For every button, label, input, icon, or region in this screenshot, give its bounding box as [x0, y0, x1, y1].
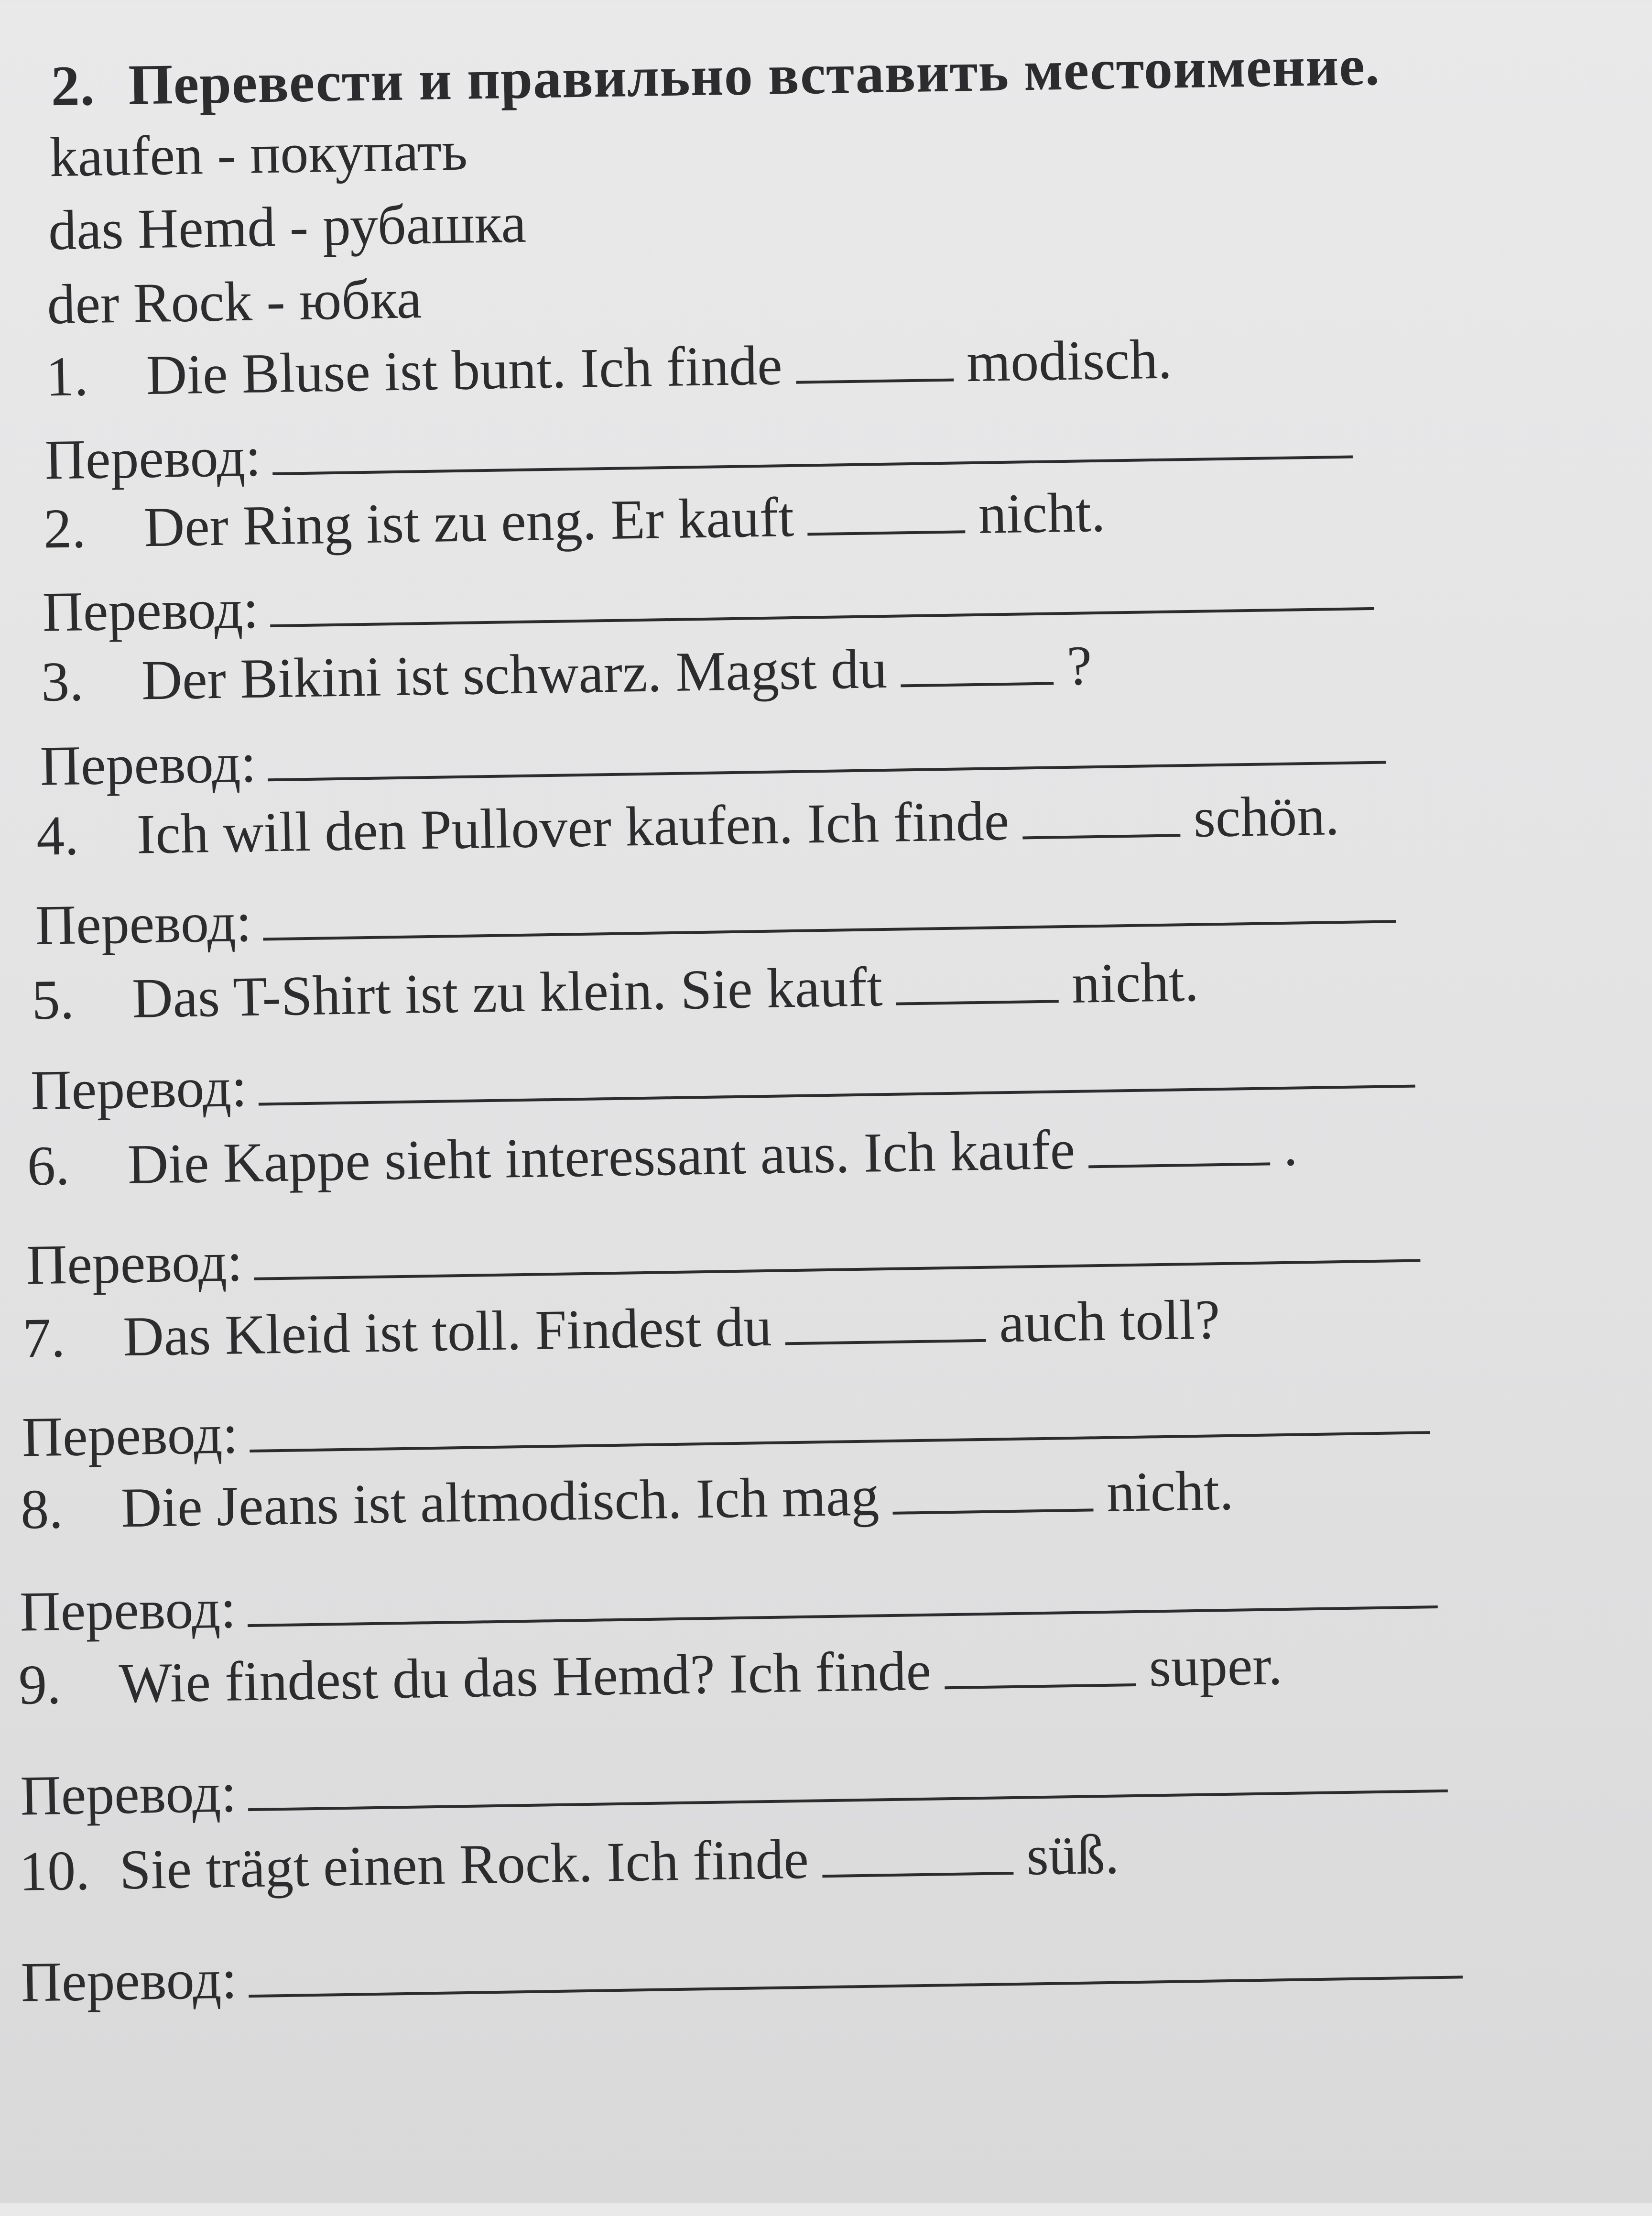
- sentence-end: .: [1282, 1114, 1298, 1178]
- translation-row: [40, 714, 1387, 795]
- item-number: 2.: [43, 497, 87, 560]
- item-number: 3.: [40, 650, 84, 713]
- exercise-sentence: [26, 1114, 1298, 1198]
- sentence-start: Das Kleid ist toll. Findest du: [122, 1295, 772, 1368]
- answer-blank[interactable]: [1088, 1116, 1271, 1168]
- translation-label: Перевод:: [20, 1761, 237, 1827]
- exercise-sentence: [40, 634, 1093, 713]
- sentence-start: Der Bikini ist schwarz. Magst du: [141, 637, 888, 712]
- answer-blank[interactable]: [807, 484, 966, 535]
- task-heading: [50, 33, 1380, 118]
- answer-blank[interactable]: [944, 1637, 1136, 1689]
- translation-row: [42, 560, 1375, 644]
- task-number: 2.: [50, 53, 96, 118]
- translation-row: [20, 1929, 1463, 2014]
- exercise-sentence: [45, 327, 1173, 408]
- translation-label: Перевод:: [21, 1402, 239, 1469]
- translation-blank[interactable]: [272, 409, 1353, 475]
- sentence-end: modisch.: [966, 327, 1173, 394]
- translation-row: [26, 1212, 1421, 1297]
- translation-blank[interactable]: [262, 873, 1396, 940]
- translation-row: [44, 409, 1353, 489]
- translation-row: [30, 1038, 1415, 1122]
- item-number: 7.: [22, 1306, 66, 1370]
- answer-blank[interactable]: [822, 1826, 1014, 1878]
- exercise-sentence: [19, 1823, 1120, 1903]
- sentence-start: Ich will den Pullover kaufen. Ich finde: [136, 789, 1010, 866]
- sentence-start: Die Jeans ist altmodisch. Ich mag: [120, 1464, 880, 1539]
- exercise-sentence: [36, 784, 1340, 867]
- translation-blank[interactable]: [267, 714, 1386, 782]
- translation-blank[interactable]: [248, 1929, 1463, 1998]
- translation-label: Перевод:: [39, 731, 257, 797]
- vocab-item: der Rock - юбка: [46, 267, 423, 336]
- translation-label: Перевод:: [44, 425, 261, 491]
- sentence-end: süß.: [1026, 1823, 1120, 1887]
- answer-blank[interactable]: [784, 1293, 986, 1345]
- answer-blank[interactable]: [1022, 788, 1181, 839]
- answer-blank[interactable]: [795, 333, 954, 384]
- translation-row: [34, 873, 1396, 957]
- vocab-item: kaufen - покупать: [49, 119, 468, 189]
- answer-blank[interactable]: [892, 1463, 1094, 1515]
- translation-label: Перевод:: [42, 577, 259, 644]
- exercise-sentence: [43, 480, 1106, 560]
- translation-blank[interactable]: [258, 1038, 1415, 1106]
- item-number: 10.: [19, 1839, 90, 1903]
- translation-label: Перевод:: [19, 1577, 237, 1643]
- exercise-sentence: [20, 1459, 1234, 1541]
- translation-blank[interactable]: [247, 1559, 1438, 1627]
- translation-row: [20, 1743, 1448, 1827]
- sentence-start: Das T-Shirt ist zu klein. Sie kauft: [131, 955, 883, 1030]
- sentence-start: Wie findest du das Hemd? Ich finde: [118, 1639, 932, 1715]
- translation-label: Перевод:: [20, 1947, 238, 2014]
- item-number: 9.: [18, 1653, 62, 1716]
- translation-blank[interactable]: [270, 560, 1374, 627]
- sentence-end: nicht.: [978, 480, 1106, 546]
- translation-label: Перевод:: [26, 1230, 243, 1297]
- sentence-end: nicht.: [1071, 950, 1199, 1015]
- sentence-start: Die Bluse ist bunt. Ich finde: [145, 334, 783, 407]
- item-number: 5.: [31, 968, 75, 1032]
- sentence-start: Die Kappe sieht interessant aus. Ich kaufe: [127, 1118, 1076, 1196]
- answer-blank[interactable]: [900, 636, 1054, 687]
- item-number: 1.: [45, 345, 89, 408]
- item-number: 6.: [26, 1134, 70, 1198]
- translation-label: Перевод:: [34, 890, 252, 957]
- translation-blank[interactable]: [249, 1384, 1430, 1452]
- sentence-end: super.: [1148, 1634, 1283, 1699]
- translation-blank[interactable]: [248, 1743, 1448, 1811]
- translation-label: Перевод:: [30, 1056, 248, 1122]
- translation-blank[interactable]: [253, 1212, 1420, 1280]
- sentence-end: schön.: [1193, 784, 1340, 849]
- task-title: Перевести и правильно вставить местоимение.: [128, 33, 1380, 117]
- sentence-start: Der Ring ist zu eng. Er kauft: [143, 485, 794, 559]
- translation-row: [21, 1384, 1431, 1469]
- translation-row: [19, 1559, 1438, 1643]
- sentence-end: ?: [1066, 634, 1093, 697]
- sentence-end: nicht.: [1106, 1459, 1234, 1524]
- answer-blank[interactable]: [895, 954, 1059, 1005]
- sentence-end: auch toll?: [999, 1288, 1221, 1354]
- exercise-sentence: [18, 1635, 1282, 1714]
- vocab-item: das Hemd - рубашка: [48, 191, 527, 262]
- exercise-sentence: [31, 950, 1199, 1032]
- item-number: 4.: [36, 804, 79, 867]
- exercise-sentence: [22, 1288, 1221, 1370]
- item-number: 8.: [20, 1477, 64, 1541]
- sentence-start: Sie trägt einen Rock. Ich finde: [119, 1827, 809, 1901]
